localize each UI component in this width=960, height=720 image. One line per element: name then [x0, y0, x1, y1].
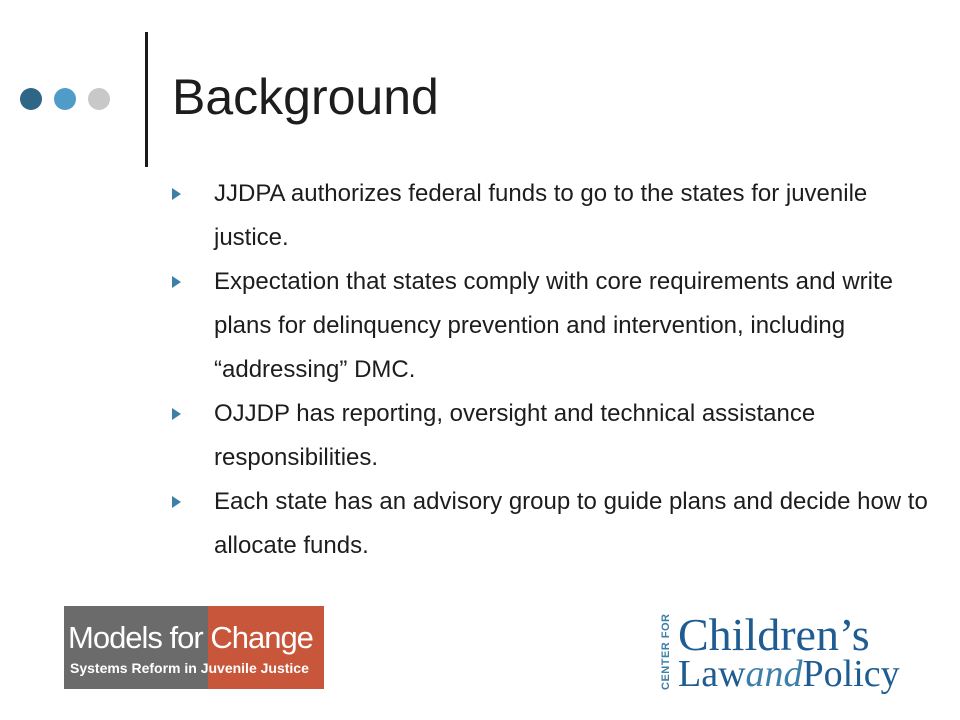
dot-medium [54, 88, 76, 110]
logo-vertical-label: CENTER FOR [660, 613, 672, 690]
bullet-text: Each state has an advisory group to guide plans and decide how to allocate funds. [214, 488, 928, 559]
bullet-item [172, 172, 932, 260]
cclp-logo [658, 608, 914, 696]
bullet-item [172, 392, 932, 480]
bullet-item [172, 260, 932, 392]
decorative-dots [20, 88, 110, 110]
dot-dark [20, 88, 42, 110]
bullet-arrow-icon [172, 408, 181, 420]
models-for-change-logo [64, 606, 324, 689]
logo-line-law-policy: LawandPolicy [678, 653, 900, 695]
bullet-list [172, 172, 932, 568]
bullet-arrow-icon [172, 276, 181, 288]
dot-light [88, 88, 110, 110]
bullet-arrow-icon [172, 188, 181, 200]
bullet-text: Expectation that states comply with core requirements and write plans for delinquency prevention and intervention, including “addressing” DMC. [214, 268, 893, 383]
bullet-text: JJDPA authorizes federal funds to go to the states for juvenile justice. [214, 180, 868, 251]
bullet-arrow-icon [172, 496, 181, 508]
logo-line-children: Children’s [678, 609, 870, 660]
title-divider [145, 32, 148, 167]
bullet-item [172, 480, 932, 568]
bullet-text: OJJDP has reporting, oversight and technical assistance responsibilities. [214, 400, 816, 471]
logo-title: Models for Change [68, 620, 313, 655]
logo-subtitle: Systems Reform in Juvenile Justice [70, 660, 309, 676]
slide-title: Background [172, 69, 439, 125]
